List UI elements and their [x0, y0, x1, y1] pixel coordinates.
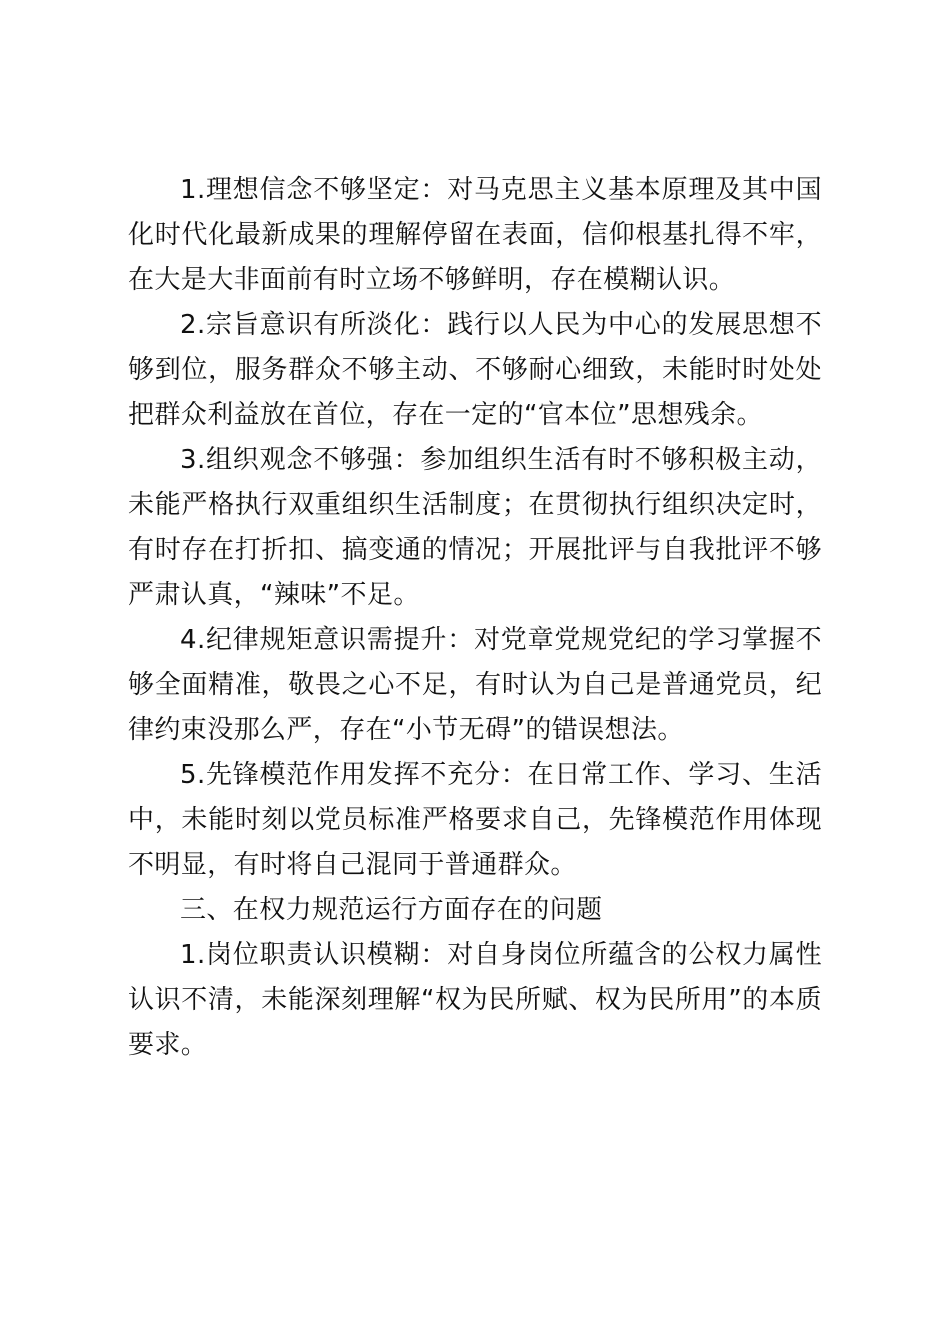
paragraph-discipline: 4.纪律规矩意识需提升：对党章党规党纪的学习掌握不够全面精准，敬畏之心不足，有时认为自己是普通党员，纪律约束没那么严，存在“小节无碍”的错误想法。	[128, 625, 822, 745]
paragraph-vanguard: 5.先锋模范作用发挥不充分：在日常工作、学习、生活中，未能时刻以党员标准严格要求自己，先锋模范作用体现不明显，有时将自己混同于普通群众。	[128, 760, 822, 880]
document-body	[128, 168, 822, 1068]
section-heading-power: 三、在权力规范运行方面存在的问题	[180, 895, 603, 925]
paragraph-ideals: 1.理想信念不够坚定：对马克思主义基本原理及其中国化时代化最新成果的理解停留在表面，信仰根基扎得不牢，在大是大非面前有时立场不够鲜明，存在模糊认识。	[128, 175, 822, 295]
paragraph-duty: 1.岗位职责认识模糊：对自身岗位所蕴含的公权力属性认识不清，未能深刻理解“权为民所赋、权为民所用”的本质要求。	[128, 940, 822, 1060]
paragraph-purpose: 2.宗旨意识有所淡化：践行以人民为中心的发展思想不够到位，服务群众不够主动、不够耐心细致，未能时时处处把群众利益放在首位，存在一定的“官本位”思想残余。	[128, 310, 822, 430]
paragraph-organization: 3.组织观念不够强：参加组织生活有时不够积极主动，未能严格执行双重组织生活制度；在贯彻执行组织决定时，有时存在打折扣、搞变通的情况；开展批评与自我批评不够严肃认真，“辣味”不足。	[128, 445, 822, 610]
